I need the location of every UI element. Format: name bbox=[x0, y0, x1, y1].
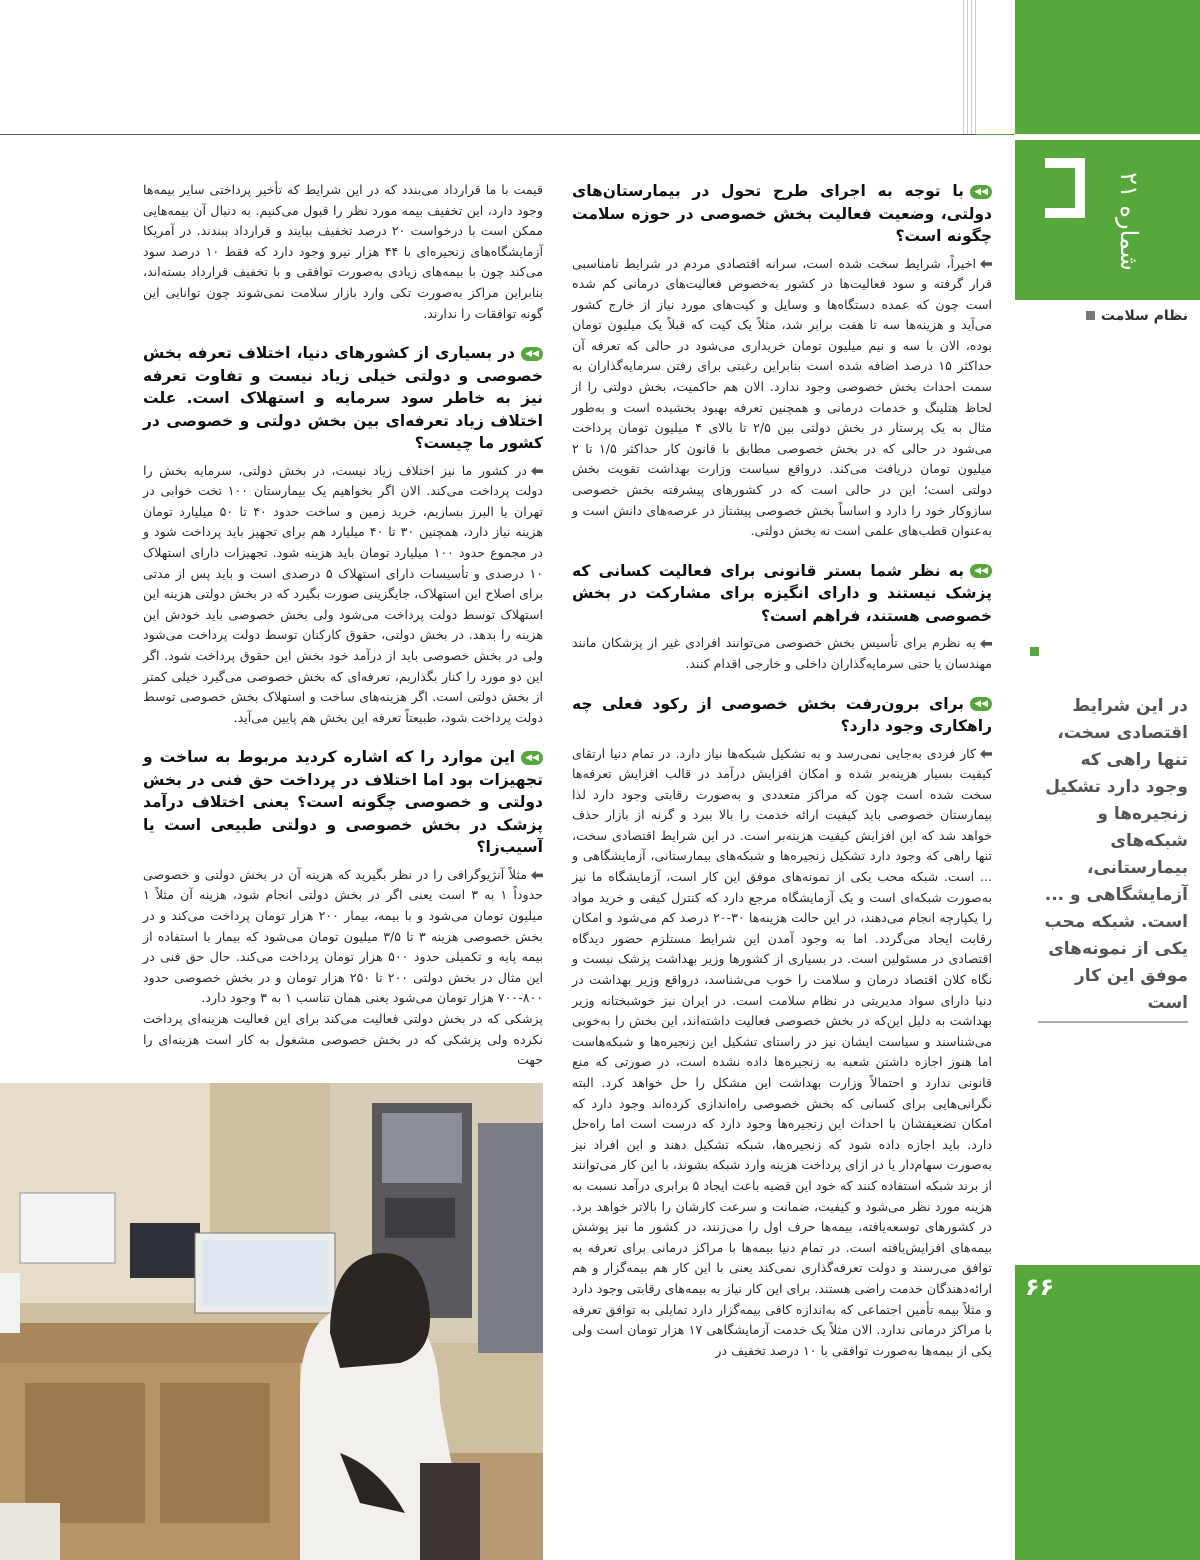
answer-1 bbox=[572, 254, 992, 542]
article-column-left bbox=[143, 180, 543, 1071]
green-square-icon bbox=[1030, 647, 1039, 656]
question-bullet-icon: ◀◀ bbox=[970, 697, 992, 711]
answer-arrow-icon bbox=[531, 871, 543, 880]
question-5 bbox=[143, 746, 543, 859]
header-hatch bbox=[963, 0, 979, 134]
question-bullet-icon: ◀◀ bbox=[521, 751, 543, 765]
question-3 bbox=[572, 693, 992, 738]
section-title: نظام سلامت bbox=[1086, 308, 1188, 324]
question-text: برای برون‌رفت بخش خصوصی از رکود فعلی چه راهکاری وجود دارد؟ bbox=[572, 694, 992, 735]
answer-text: به نظرم برای تأسیس بخش خصوصی می‌توانند افرادی غیر از پزشکان مانند مهندسان یا حتی سرمایه‌گذاران داخلی و خارجی اقدام کنند. bbox=[572, 635, 992, 671]
answer-text: اخیراً، شرایط سخت شده است، سرانه اقتصادی مردم در شرایط نامناسبی قرار گرفته و سود فعالیت‌ها در کشور به‌خصوص فعالیت‌های درمانی کم شده است چون که عمده دستگاه‌ها و وسایل و کیت‌های مورد نیاز از خارج کشور می‌آید و هزینه‌ها سه تا هفت برابر شد، مثلاً یک کیت که قبلاً یک میلیون تومان بوده، الان با سه و نیم میلیون تومان خریداری می‌شود در حالی که تعرفه آن حداکثر ۱۵ درصد اضافه شده است بنابراین رغبتی برای رفتن سرمایه‌گذاران به سمت احداث بخش خصوصی وجود ندارد. الان هم حاکمیت، بخش دولتی را از لحاظ هتلینگ و خدمات درمانی و همچنین تعرفه بهبود بخشیده است و به‌طور مثال به یک پرستار در بخش دولتی بین ۲/۵ تا بالای ۴ میلیون تومان پرداخت می‌شود در حالی که در بخش خصوصی مطابق با قانون کار حداکثر ۱/۵ تا ۲ میلیون تومان دریافت می‌کند. درواقع سیاست وزارت بهداشت تقویت بخش دولتی است؛ این در حالی است که در کشورهای پیشرفته بخش خصوصی سازوکار خود را دارد و اساساً بخش خصوصی پیشتاز در عرصه‌های دانش است و به‌عنوان قطب‌های علمی است نه بخش دولتی. bbox=[572, 255, 992, 539]
answer-arrow-icon bbox=[980, 639, 992, 648]
magazine-logo bbox=[1045, 158, 1085, 218]
question-bullet-icon: ◀◀ bbox=[970, 564, 992, 578]
answer-arrow-icon bbox=[531, 467, 543, 476]
question-bullet-icon: ◀◀ bbox=[970, 185, 992, 199]
header-rule bbox=[0, 134, 975, 135]
top-green-bar bbox=[1015, 0, 1200, 134]
answer-text: مثلاً آنژیوگرافی را در نظر بگیرید که هزینه آن در بخش دولتی و خصوصی حدوداً ۱ به ۳ است یعنی اگر در بخش دولتی انجام شود، هزینه آن مثلاً ۱ میلیون تومان می‌شود و با بیمه، بیمار ۲۰۰ هزار تومان پرداخت می‌کند و در بخش خصوصی هزینه ۳ تا ۳/۵ میلیون تومان می‌شود که بیمار با استفاده از بیمه پایه و تکمیلی حدود ۵۰۰ هزار تومان پرداخت می‌کند. حال حق فنی در این مثال در بخش دولتی ۲۰۰ تا ۲۵۰ هزار تومان و در بخش خصوصی حدود ۸۰۰-۷۰۰ هزار تومان می‌شود یعنی همان تناسب ۱ به ۳ وجود دارد. bbox=[143, 866, 544, 1006]
answer-5-continued: پزشکی که در بخش دولتی فعالیت می‌کند برای این فعالیت هزینه‌ای پرداخت نکرده ولی پزشکی که در بخش خصوصی مشغول به کار است هزینه‌ای را جهت bbox=[143, 1011, 543, 1068]
question-text: این موارد را که اشاره کردید مربوط به ساخت و تجهیزات بود اما اختلاف در پرداخت حق فنی در بخش دولتی و خصوصی چگونه است؟ یعنی اختلاف درآمد پزشک در بخش خصوصی و دولتی طبیعی است یا آسیب‌زا؟ bbox=[143, 748, 543, 857]
answer-2 bbox=[572, 633, 992, 674]
question-text: در بسیاری از کشورهای دنیا، اختلاف تعرفه بخش خصوصی و دولتی خیلی زیاد نیست و تفاوت تعرفه نیز به خاطر سود سرمایه و استهلاک است. علت اختلاف زیاد تعرفه‌ای بین بخش دولتی و خصوصی در کشور ما چیست؟ bbox=[143, 344, 543, 453]
header-accent-rule bbox=[975, 134, 1015, 135]
question-bullet-icon: ◀◀ bbox=[521, 347, 543, 361]
answer-arrow-icon bbox=[980, 750, 992, 759]
page-number: ۶۶ bbox=[1025, 1273, 1055, 1301]
question-1 bbox=[572, 180, 992, 248]
issue-tab bbox=[1015, 140, 1200, 300]
answer-5 bbox=[143, 865, 543, 1009]
question-4 bbox=[143, 342, 543, 455]
continued-paragraph: قیمت با ما قرارداد می‌بندد که در این شرایط که تأخیر پرداختی سایر بیمه‌ها وجود دارد، این تخفیف بیمه مورد نظر را قبول می‌کنیم. به دنبال آن بیمه‌هایی ممکن است با درخواست ۲۰ درصد تخفیف بیایند و قرارداد ببندند. در آمریکا آزمایشگاه‌های زنجیره‌ای با ۴۴ هزار نیرو وجود دارد که فقط ۱۰ درصد سود می‌کند چون با بیمه‌های زیادی به‌صورت توافقی و با تخفیف قرارداد بسته‌اند، بنابراین مراکز به‌صورت تکی وارد بازار سلامت نمی‌شوند چون توانایی این گونه توافقات را ندارند. bbox=[143, 182, 543, 321]
answer-3 bbox=[572, 744, 992, 1362]
issue-label: شماره ۲۱ bbox=[1115, 172, 1143, 271]
page-number-strip bbox=[1015, 1265, 1200, 1560]
photo-illustration bbox=[0, 1083, 543, 1560]
question-text: با توجه به اجرای طرح تحول در بیمارستان‌های دولتی، وضعیت فعالیت بخش خصوصی در حوزه سلامت چگونه است؟ bbox=[572, 182, 992, 245]
answer-arrow-icon bbox=[980, 260, 992, 269]
article-column-right bbox=[572, 180, 992, 1361]
pull-quote: در این شرایط اقتصادی سخت، تنها راهی که وجود دارد تشکیل زنجیره‌ها و شبکه‌های بیمارستانی، آزمایشگاهی و ... است. شبکه محب یکی از نمونه‌های موفق این کار است bbox=[1038, 693, 1188, 1023]
lab-office-photo bbox=[0, 1083, 543, 1560]
question-text: به نظر شما بستر قانونی برای فعالیت کسانی که پزشک نیستند و دارای انگیزه برای مشارکت در بخش خصوصی هستند، فراهم است؟ bbox=[572, 561, 992, 625]
answer-text: در کشور ما نیز اختلاف زیاد نیست، در بخش دولتی، سرمایه بخش را دولت پرداخت می‌کند. الان اگر بخواهیم یک بیمارستان ۱۰۰ تخت خوابی در تهران یا البرز بسازیم، خرید زمین و ساخت حدود ۴۰ تا ۵۰ میلیارد تومان هزینه نیاز دارد، همچنین ۳۰ تا ۴۰ میلیارد هم برای تجهیز باید پرداخت شود و در مجموع حدود ۱۰۰ میلیارد تومان باید هزینه شود. تجهیزات دارای استهلاک ۱۰ درصدی و تأسیسات دارای استهلاک ۵ درصدی است و باید پس از مدتی برای اصلاح این استهلاک، جایگزینی صورت بگیرد که در بخش دولتی هزینه این استهلاک توسط دولت پرداخت می‌شود ولی بخش خصوصی باید خودش این هزینه را بدهد. در بخش دولتی، حقوق کارکنان توسط دولت پرداخت می‌شود ولی در بخش خصوصی باید از درآمد خود بخش این حقوق پرداخت شود. اگر این دو مورد را کنار بگذاریم، تعرفه‌ای که بخش خصوصی می‌گیرد خیلی کمتر از بخش دولتی است. اگر هزینه‌های ساخت و استهلاک بخش خصوصی توسط دولت پرداخت شود، طبیعتاً تعرفه این بخش هم پایین می‌آید. bbox=[143, 462, 544, 725]
question-2 bbox=[572, 560, 992, 628]
answer-4 bbox=[143, 461, 543, 729]
answer-text: کار فردی به‌جایی نمی‌رسد و به تشکیل شبکه‌ها نیاز دارد. در تمام دنیا ارتقای کیفیت بسیار هزینه‌بر شده و امکان افزایش درآمد در قالب افزایش تعرفه‌ها سخت شده است چون که مراکز متعددی و به‌صورت رقابتی وجود دارد لذا بیمارستان خصوصی باید کیفیت ارائه خدمت را بالا ببرد و گرنه از بازار حذف خواهد شد که این افزایش کیفیت هزینه‌بر است. در این شرایط اقتصادی سخت، تنها راهی که وجود دارد تشکیل زنجیره‌ها و شبکه‌های بیمارستانی، آزمایشگاهی و ... است. شبکه محب یکی از نمونه‌های موفق این کار است، آزمایشگاه ما نیز به‌صورت شبکه‌ای است و یک آزمایشگاه مرجع دارد که کنترل کیفی و خرید مواد را یکپارچه انجام می‌دهند، در این حالت هزینه‌ها ۳۰-۲۰ درصد کم می‌شود و امکان رقابت ایجاد می‌گردد. اما به وجود آمدن این شرایط مستلزم حضور دیدگاه اقتصادی در مسئولین است. در بسیاری از کشورها وزیر بهداشت پزشک نیست و نگاه کلان اقتصاد درمان و سلامت را خوب می‌شناسد، درواقع وزیر بهداشت در دنیا دارای سواد مدیریتی در نظام سلامت است. در ایران نیز خوشبختانه وزیر بهداشت به دلیل این‌که در بخش خصوصی فعالیت داشته‌اند، این بخش را به‌خوبی می‌شناسند و سیاست ایشان نیز در راستای تشکیل این زنجیره‌ها و شبکه‌هاست اما هنوز اجازه داشتن شعبه به زنجیره‌ها داده نشده است، در صورتی که منع قانونی ندارد و احتمالاً وزارت بهداشت این مشکل را حل خواهد کرد. البته نگرانی‌هایی برای کسانی که بخش خصوصی راه‌اندازی کرده‌اند وجود دارد که امکان تضعیفشان با احداث این زنجیره‌ها وجود دارد که درست است اما راه‌حل دارد. باید اجازه داده شود که زنجیره‌ها، شبکه تشکیل دهند و این افراد نیز به‌صورت سهام‌دار یا در ازای پرداخت هزینه وارد شبکه بشوند، با این کار می‌توانند از برند شبکه استفاده کنند که خود این قضیه باعث ایجاد ۵ برابری درآمد نسبت به هزینه مورد نظر می‌شود و کیفیت، ضمانت و سرعت کارشان را بالاتر خواهد برد. در کشورهای توسعه‌یافته، بیمه‌ها حرف اول را می‌زنند، در کشور ما نیز پوشش بیمه‌های افزایش‌یافته است. در تمام دنیا بیمه‌ها با مراکز درمانی برای تعرفه به توافق می‌رسند و دولت تعرفه‌گذاری نمی‌کند یعنی با این کار هم بیمه‌گزار و هم ارائه‌دهندگان خدمت راضی هستند. برای این کار نیاز به بیمه‌های رقابتی وجود دارد و مثلاً بیمه تأمین اجتماعی که به‌اندازه کافی بیمه‌گزار دارد تمایلی به توافق تعرفه با مراکز درمانی ندارد. الان مثلاً یک خدمت آزمایشگاهی ۱۷ هزار تومان است ولی یکی از بیمه‌ها به‌صورت توافقی با ۱۰ درصد تخفیف در bbox=[572, 745, 993, 1358]
sidebar bbox=[1015, 140, 1200, 1560]
